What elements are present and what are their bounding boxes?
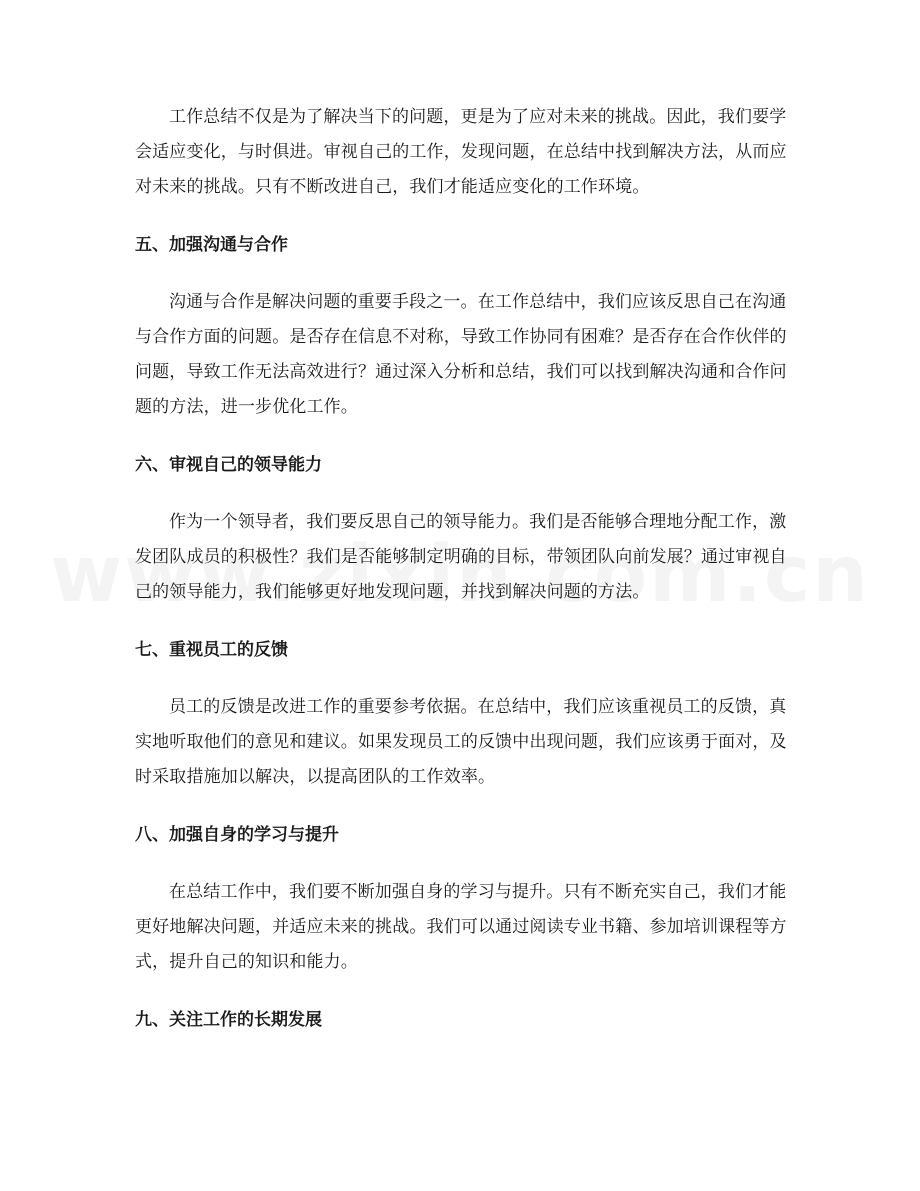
heading-communication: 五、加强沟通与合作 <box>135 235 288 255</box>
paragraph-self-learning: 在总结工作中，我们要不断加强自身的学习与提升。只有不断充实自己，我们才能更好地解决问题，并适应未来的挑战。我们可以通过阅读专业书籍、参加培训课程等方式，提升自己的知识和能力。 <box>135 882 787 972</box>
paragraph-employee-feedback: 员工的反馈是改进工作的重要参考依据。在总结中，我们应该重视员工的反馈，真实地听取他们的意见和建议。如果发现员工的反馈中出现问题，我们应该勇于面对，及时采取措施加以解决，以提高团队的工作效率。 <box>135 697 787 787</box>
heading-long-term-development: 九、关注工作的长期发展 <box>135 1010 322 1030</box>
paragraph-leadership: 作为一个领导者，我们要反思自己的领导能力。我们是否能够合理地分配工作，激发团队成员的积极性？我们是否能够制定明确的目标，带领团队向前发展？通过审视自己的领导能力，我们能够更好地发现问题，并找到解决问题的方法。 <box>135 512 787 602</box>
paragraph-communication: 沟通与合作是解决问题的重要手段之一。在工作总结中，我们应该反思自己在沟通与合作方面的问题。是否存在信息不对称，导致工作协同有困难？是否存在合作伙伴的问题，导致工作无法高效进行？通过深入分析和总结，我们可以找到解决沟通和合作问题的方法，进一步优化工作。 <box>135 292 787 417</box>
document-body <box>135 100 790 1038</box>
heading-employee-feedback: 七、重视员工的反馈 <box>135 640 288 660</box>
heading-leadership: 六、审视自己的领导能力 <box>135 455 322 475</box>
paragraph-adapt-to-change: 工作总结不仅是为了解决当下的问题，更是为了应对未来的挑战。因此，我们要学会适应变化，与时俱进。审视自己的工作，发现问题，在总结中找到解决方法，从而应对未来的挑战。只有不断改进自己，我们才能适应变化的工作环境。 <box>135 107 787 197</box>
heading-self-learning: 八、加强自身的学习与提升 <box>135 825 339 845</box>
